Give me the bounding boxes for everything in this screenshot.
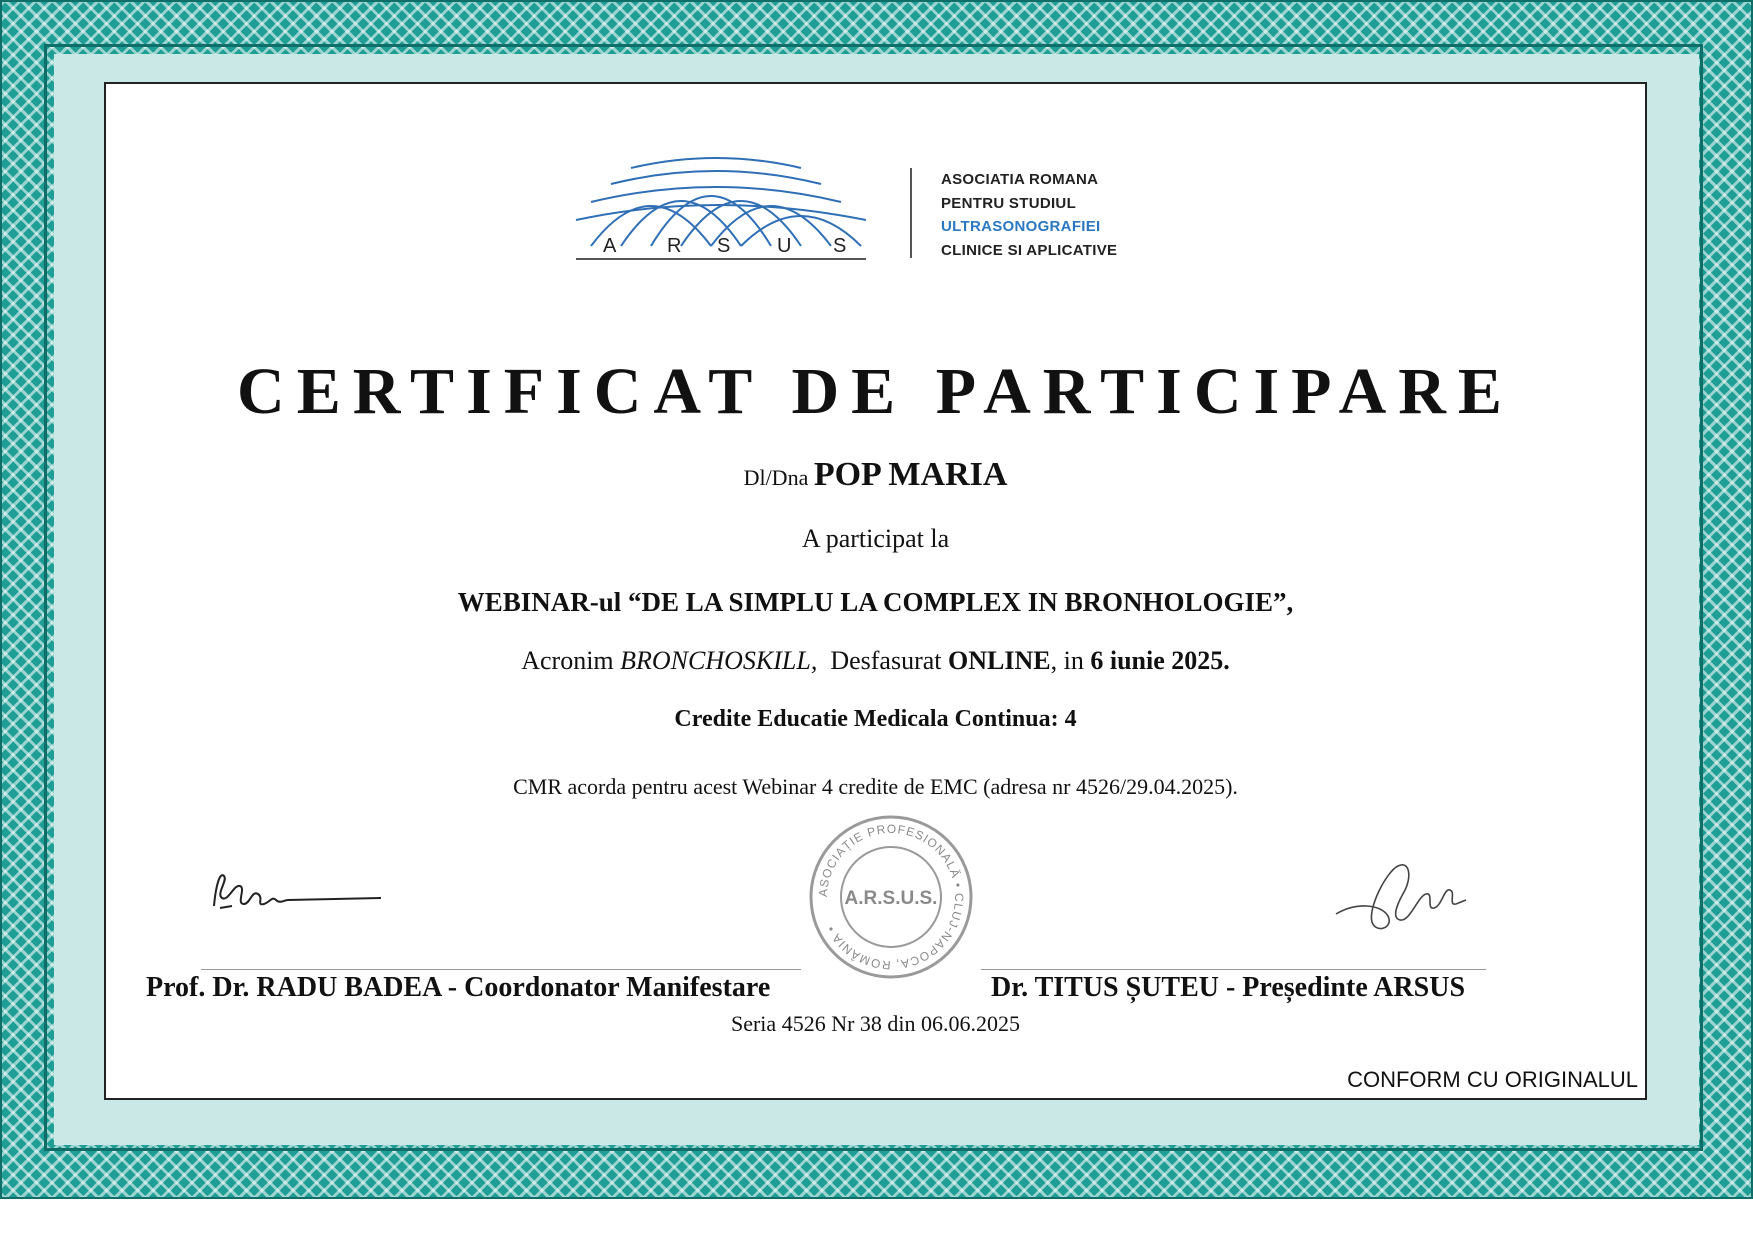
arsus-logo [571, 146, 871, 264]
signature-right [1326, 852, 1506, 942]
logo-letter-a: A [603, 235, 617, 257]
event-details [106, 646, 1645, 676]
signature-right-graphic [1326, 852, 1506, 942]
event-title: WEBINAR-ul “DE LA SIMPLU LA COMPLEX IN BRONHOLOGIE”, [457, 587, 1294, 617]
signature-line-right [981, 969, 1486, 970]
org-line-highlight: ULTRASONOGRAFIEI [941, 218, 1101, 235]
stamp-center-text: A.R.S.U.S. [844, 888, 938, 909]
signature-left-graphic [206, 864, 406, 924]
logo-letter-u: U [777, 235, 792, 257]
series-number: Seria 4526 Nr 38 din 06.06.2025 [730, 1011, 1021, 1036]
stamp-ring-text: ASOCIAȚIE PROFESIONALĂ • CLUJ-NAPOCA, ROMÂNIA • [815, 821, 967, 973]
credits-line: Credite Educatie Medicala Continua: 4 [674, 706, 1077, 732]
signature-left [206, 864, 406, 924]
certificate-title: CERTIFICAT DE PARTICIPARE [237, 355, 1514, 428]
org-line: ASOCIATIA ROMANA [941, 171, 1099, 188]
org-line: CLINICE SI APLICATIVE [941, 241, 1118, 259]
signer-right: Dr. TITUS ȘUTEU - Președinte ARSUS [991, 972, 1466, 1003]
logo-divider [910, 168, 912, 258]
recipient-line [106, 456, 1645, 494]
stamp-graphic [806, 812, 976, 982]
acronym-value: BRONCHOSKILL, [620, 646, 818, 675]
conform-note: CONFORM CU ORIGINALUL [1347, 1067, 1638, 1092]
event-date: 6 iunie 2025. [1090, 646, 1230, 675]
recipient-prefix: Dl/Dna [743, 465, 809, 490]
logo-letter-s: S [717, 235, 731, 257]
logo-letter-s2: S [833, 235, 847, 257]
signer-left: Prof. Dr. RADU BADEA - Coordonator Manifestare [146, 972, 771, 1003]
recipient-name: POP MARIA [813, 456, 1008, 493]
cmr-line: CMR acorda pentru acest Webinar 4 credite de EMC (adresa nr 4526/29.04.2025). [513, 774, 1238, 799]
stamp [806, 812, 976, 982]
in-label: , in [1050, 646, 1084, 675]
held-label: Desfasurat [830, 646, 942, 675]
participated-text: A participat la [801, 524, 950, 553]
arsus-logo-graphic [571, 146, 871, 264]
acronym-label: Acronim [521, 646, 614, 675]
certificate-paper [104, 82, 1647, 1100]
logo-letter-r: R [667, 235, 682, 257]
org-line: PENTRU STUDIUL [941, 194, 1077, 212]
signature-line-left [201, 969, 801, 970]
org-name [941, 168, 1117, 262]
event-mode: ONLINE [948, 646, 1051, 675]
